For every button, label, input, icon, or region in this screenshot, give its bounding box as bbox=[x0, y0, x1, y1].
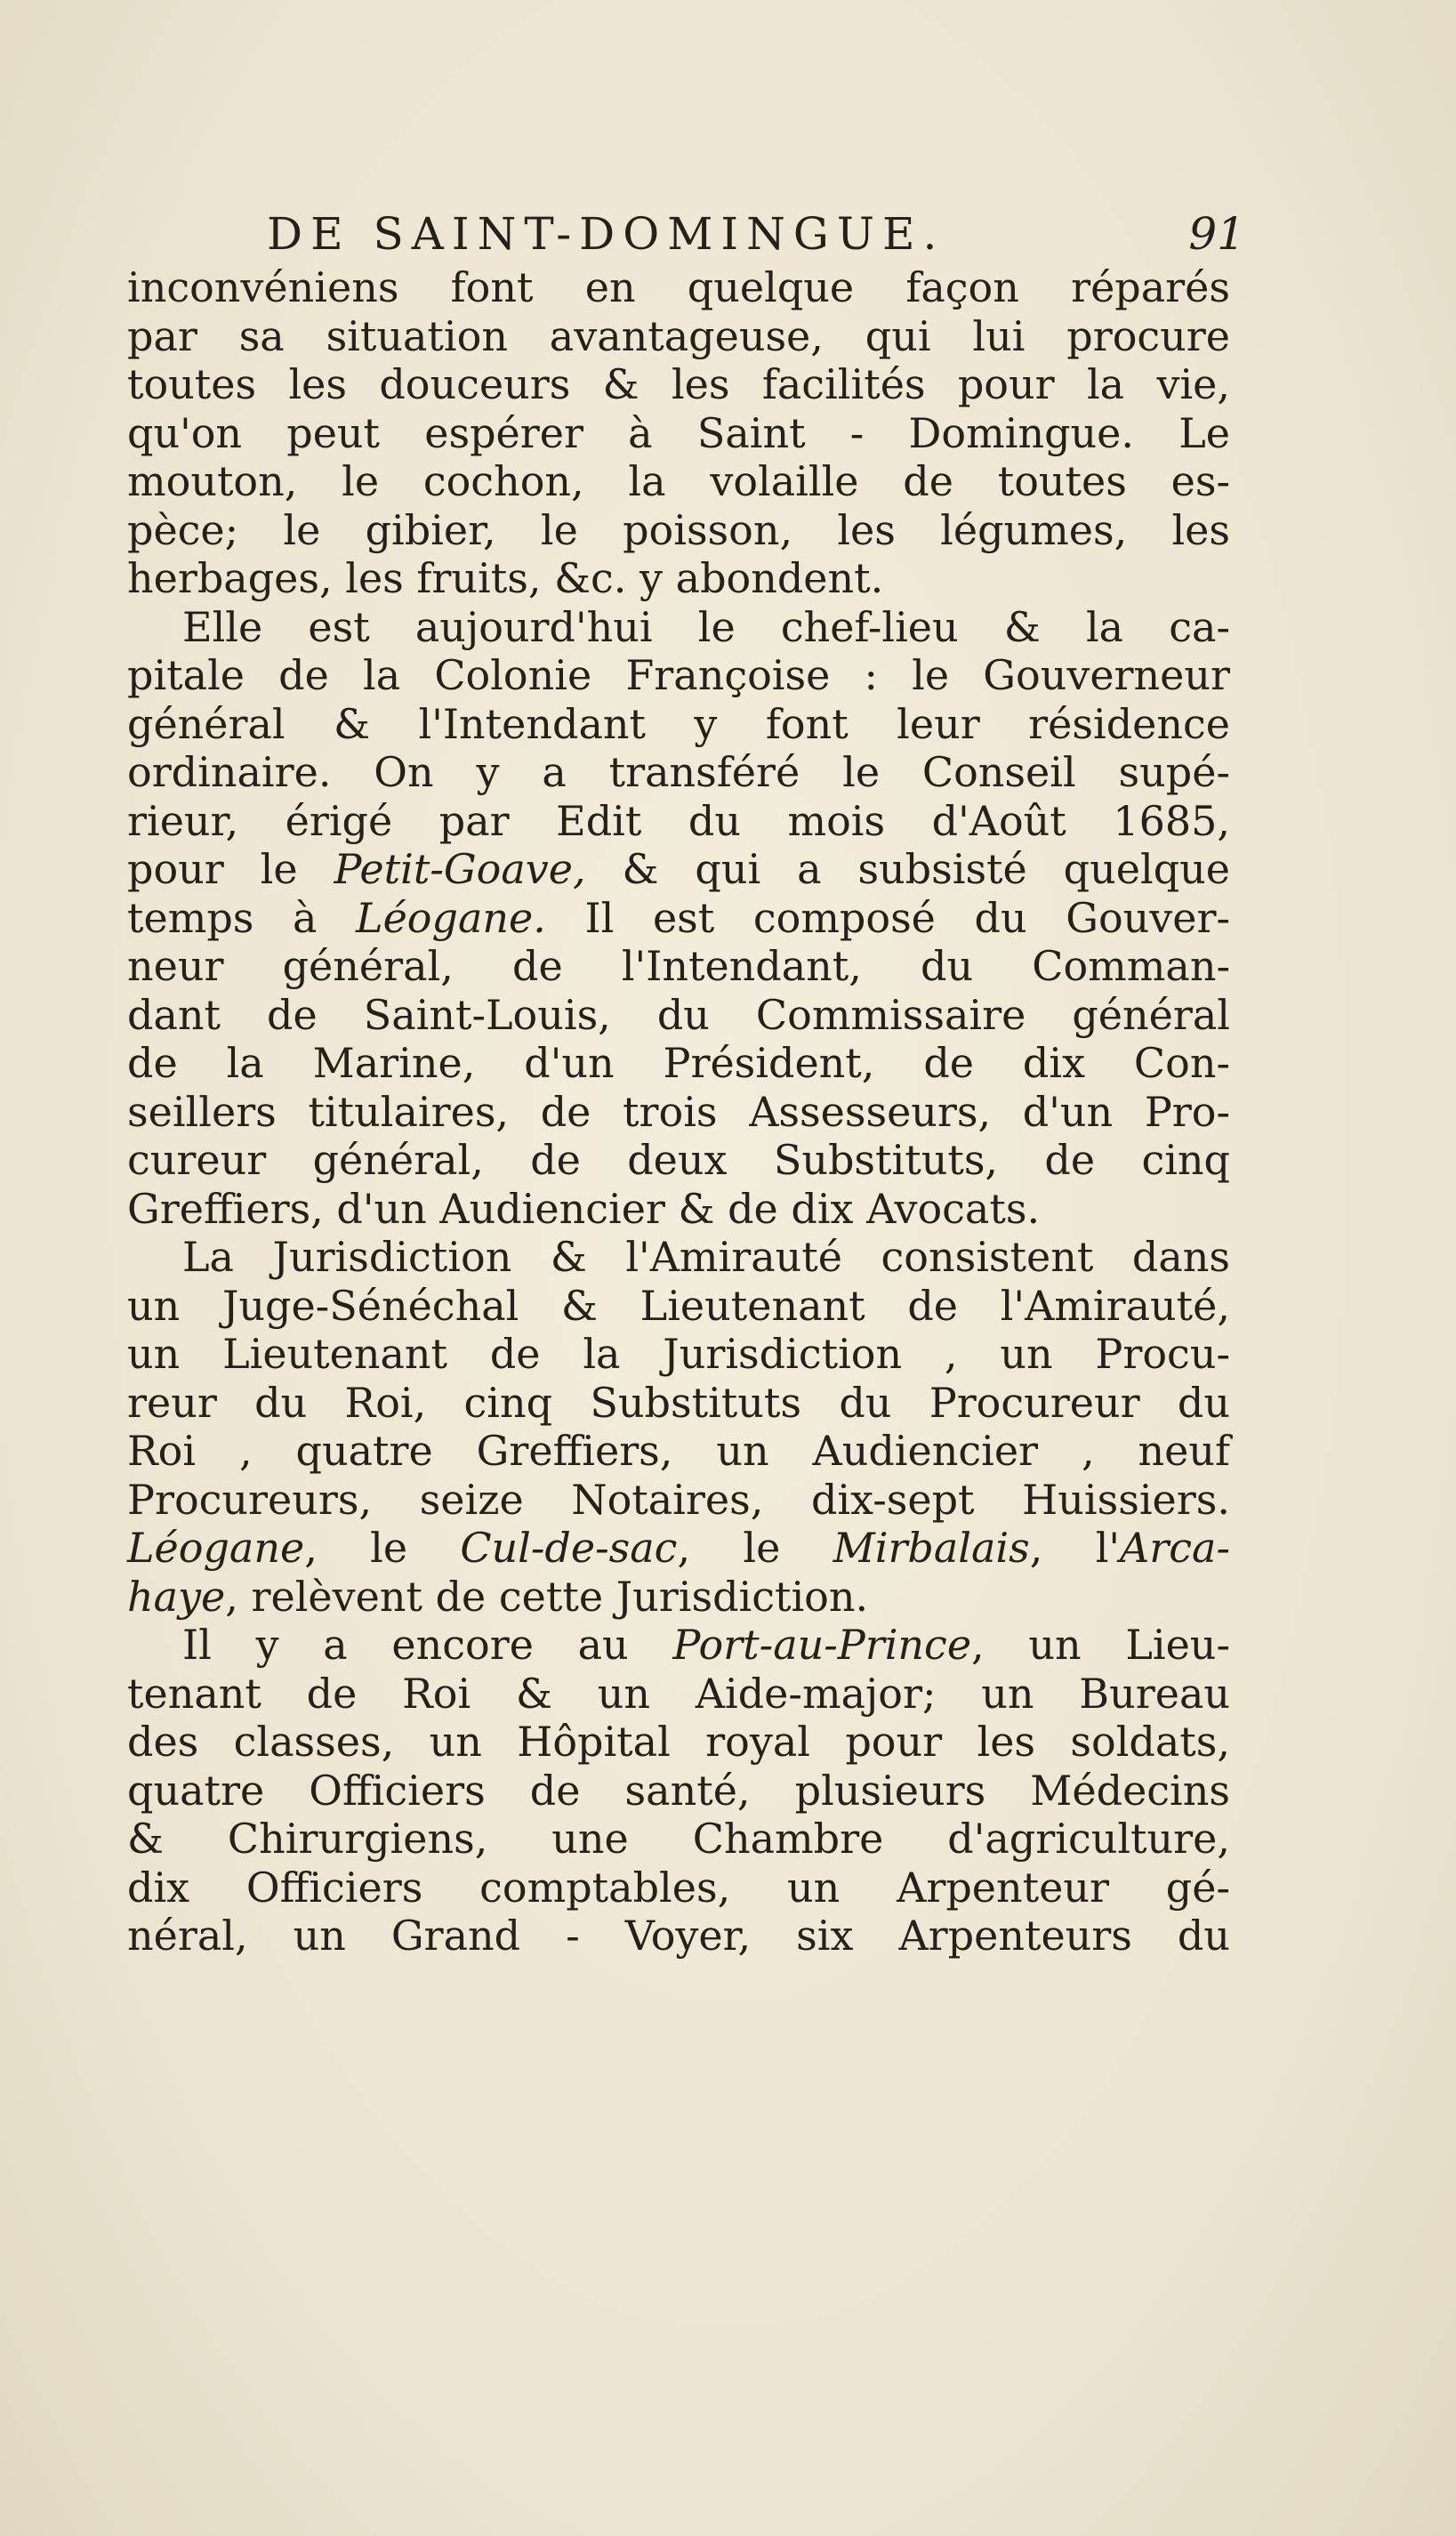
text-line: reur du Roi, cinq Substituts du Procureur du bbox=[127, 1378, 1230, 1427]
page-number: 91 bbox=[1188, 208, 1245, 260]
text-line bbox=[127, 1524, 1230, 1573]
text-line: Roi , quatre Greffiers, un Audiencier , neuf bbox=[127, 1427, 1230, 1475]
text-line: seillers titulaires, de trois Assesseurs, d'un Pro- bbox=[127, 1087, 1230, 1136]
text-segment: Il est composé du Gouver- bbox=[545, 893, 1230, 942]
text-line: dix Officiers comptables, un Arpenteur gé- bbox=[127, 1863, 1230, 1912]
text-line: Elle est aujourd'hui le chef-lieu & la ca- bbox=[182, 602, 1230, 651]
text-line: quatre Officiers de santé, plusieurs Médecins bbox=[127, 1766, 1230, 1815]
text-line: rieur, érigé par Edit du mois d'Août 1685, bbox=[127, 796, 1230, 845]
text-line: inconvéniens font en quelque façon réparés bbox=[127, 263, 1230, 311]
text-line: néral, un Grand - Voyer, six Arpenteurs du bbox=[127, 1912, 1230, 1960]
italic-text: Mirbalais bbox=[833, 1524, 1030, 1572]
text-line: dant de Saint-Louis, du Commissaire général bbox=[127, 990, 1230, 1039]
text-segment: , le bbox=[304, 1524, 461, 1572]
text-line: un Juge-Sénéchal & Lieutenant de l'Amirauté, bbox=[127, 1281, 1230, 1330]
text-segment: Il y a encore au bbox=[182, 1621, 673, 1669]
italic-text: Petit-Goave, bbox=[334, 845, 586, 893]
text-line: de la Marine, d'un Président, de dix Con- bbox=[127, 1039, 1230, 1087]
italic-text: Léogane. bbox=[356, 893, 546, 942]
text-line bbox=[127, 1621, 1230, 1670]
running-head: DE SAINT-DOMINGUE. bbox=[267, 208, 945, 260]
text-line: par sa situation avantageuse, qui lui procure bbox=[127, 311, 1230, 360]
text-line: pèce; le gibier, le poisson, les légumes, les bbox=[127, 505, 1230, 554]
text-segment: , l' bbox=[1029, 1524, 1121, 1572]
text-segment: temps à bbox=[127, 893, 357, 942]
text-segment: , relèvent de cette Jurisdiction. bbox=[225, 1572, 869, 1621]
italic-text: Port-au-Prince bbox=[672, 1621, 972, 1669]
text-line: ordinaire. On y a transféré le Conseil supé- bbox=[127, 748, 1230, 796]
text-segment: , un Lieu- bbox=[971, 1621, 1230, 1669]
text-line: toutes les douceurs & les facilités pour la vie, bbox=[127, 360, 1230, 408]
text-line: cureur général, de deux Substituts, de cinq bbox=[127, 1136, 1230, 1184]
text-line: général & l'Intendant y font leur résidence bbox=[127, 699, 1230, 748]
text-line: neur général, de l'Intendant, du Comman- bbox=[127, 942, 1230, 990]
italic-text: Cul-de-sac bbox=[460, 1524, 678, 1572]
text-line: Greffiers, d'un Audiencier & de dix Avocats. bbox=[127, 1184, 1041, 1233]
italic-text: haye bbox=[127, 1572, 226, 1621]
text-line bbox=[127, 845, 1230, 894]
body-text bbox=[127, 263, 1230, 1960]
text-line: pitale de la Colonie Françoise : le Gouverneur bbox=[127, 651, 1230, 699]
text-segment: & qui a subsisté quelque bbox=[585, 845, 1230, 893]
italic-text: Arca- bbox=[1120, 1524, 1230, 1572]
text-line: La Jurisdiction & l'Amirauté consistent dans bbox=[182, 1233, 1230, 1281]
text-line: mouton, le cochon, la volaille de toutes es- bbox=[127, 457, 1230, 505]
text-segment: , le bbox=[677, 1524, 833, 1572]
text-line: herbages, les fruits, &c. y abondent. bbox=[127, 554, 884, 602]
text-line: & Chirurgiens, une Chambre d'agriculture, bbox=[127, 1815, 1230, 1863]
text-line bbox=[127, 894, 1230, 943]
text-line: qu'on peut espérer à Saint - Domingue. Le bbox=[127, 408, 1230, 457]
italic-text: Léogane bbox=[127, 1524, 305, 1572]
text-line: Procureurs, seize Notaires, dix-sept Huissiers. bbox=[127, 1475, 1230, 1524]
text-line: un Lieutenant de la Jurisdiction , un Procu- bbox=[127, 1330, 1230, 1378]
page-header bbox=[267, 203, 1245, 265]
text-segment: pour le bbox=[127, 845, 334, 893]
text-line: tenant de Roi & un Aide-major; un Bureau bbox=[127, 1669, 1230, 1718]
text-line bbox=[127, 1573, 1230, 1622]
text-line: des classes, un Hôpital royal pour les soldats, bbox=[127, 1718, 1230, 1766]
